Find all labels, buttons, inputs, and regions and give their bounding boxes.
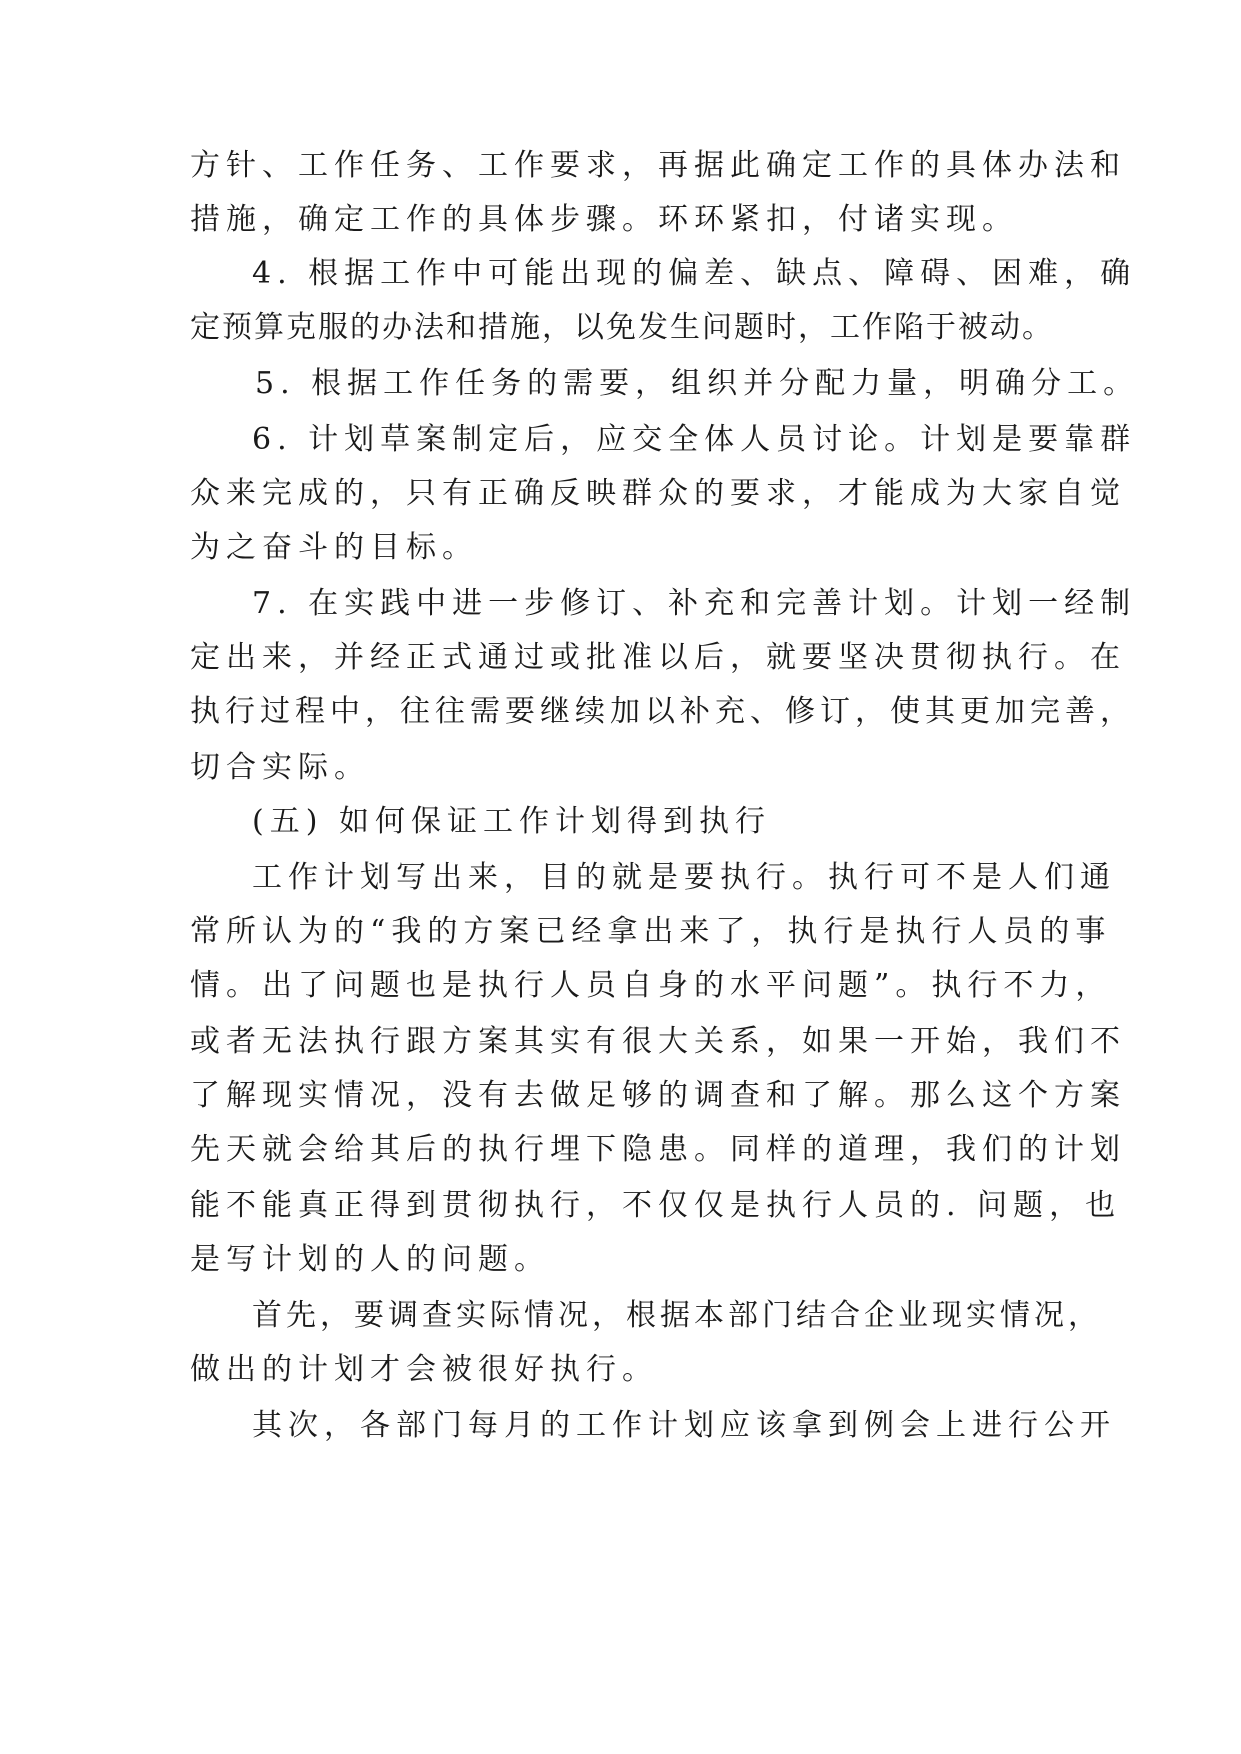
text-line: 情。出了问题也是执行人员自身的水平问题”。执行不力，	[190, 968, 1112, 1003]
text-line: 6. 计划草案制定后，应交全体人员讨论。计划是要靠群	[252, 422, 1137, 457]
text-line: 做出的计划才会被很好执行。	[190, 1352, 658, 1387]
text-line: 定出来，并经正式通过或批准以后，就要坚决贯彻执行。在	[190, 640, 1126, 675]
text-line: 或者无法执行跟方案其实有很大关系，如果一开始，我们不	[190, 1024, 1126, 1059]
text-line: 其次，各部门每月的工作计划应该拿到例会上进行公开	[252, 1408, 1116, 1443]
text-line: 7. 在实践中进一步修订、补充和完善计划。计划一经制	[252, 586, 1137, 621]
text-line: 众来完成的，只有正确反映群众的要求，才能成为大家自觉	[190, 476, 1126, 511]
text-line: 能不能真正得到贯彻执行，不仅仅是执行人员的. 问题，也	[190, 1188, 1122, 1223]
text-line: 4. 根据工作中可能出现的偏差、缺点、障碍、困难，确	[252, 256, 1137, 291]
text-line: 执行过程中，往往需要继续加以补充、修订，使其更加完善，	[190, 694, 1135, 729]
text-line: 是写计划的人的问题。	[190, 1242, 550, 1277]
text-line: 定预算克服的办法和措施，以免发生问题时，工作陷于被动。	[190, 310, 1054, 345]
text-line: 5. 根据工作任务的需要，组织并分配力量，明确分工。	[255, 366, 1140, 401]
text-line: 措施，确定工作的具体步骤。环环紧扣，付诸实现。	[190, 202, 1018, 237]
text-line: 为之奋斗的目标。	[190, 530, 478, 565]
text-line: 工作计划写出来，目的就是要执行。执行可不是人们通	[252, 860, 1116, 895]
text-line: 首先，要调查实际情况，根据本部门结合企业现实情况，	[252, 1298, 1102, 1333]
text-line: 方针、工作任务、工作要求，再据此确定工作的具体办法和	[190, 148, 1126, 183]
text-line: 常所认为的“我的方案已经拿出来了，执行是执行人员的事	[190, 914, 1112, 949]
section-heading: (五) 如何保证工作计划得到执行	[252, 804, 771, 839]
text-line: 先天就会给其后的执行埋下隐患。同样的道理，我们的计划	[190, 1132, 1126, 1167]
text-line: 了解现实情况，没有去做足够的调查和了解。那么这个方案	[190, 1078, 1126, 1113]
text-line: 切合实际。	[190, 750, 370, 785]
